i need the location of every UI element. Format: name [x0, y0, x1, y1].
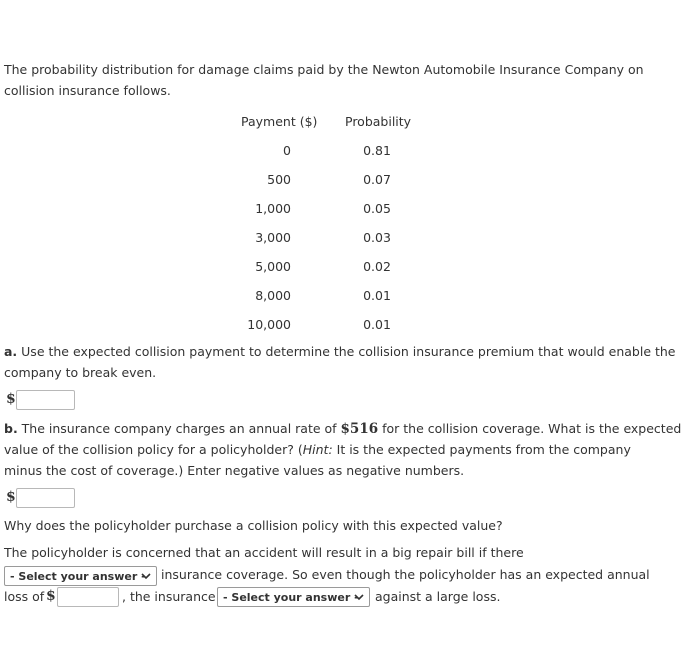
why-answer-line-1: The policyholder is concerned that an accident will result in a big repair bill if there — [4, 545, 524, 560]
hint-label: Hint: — [302, 442, 333, 457]
intro-text-line-2: collision insurance follows. — [4, 83, 171, 98]
why-answer-line-3-post: against a large loss. — [375, 589, 501, 604]
part-b-question-line-1 — [4, 420, 681, 438]
table-header-payment: Payment ($) — [241, 114, 318, 129]
part-c-currency-symbol: $ — [46, 588, 56, 604]
table-cell-payment: 8,000 — [255, 288, 291, 303]
part-b-line2-post: It is the expected payments from the company — [332, 442, 631, 457]
part-a-label: a. — [4, 344, 18, 359]
table-cell-payment: 5,000 — [255, 259, 291, 274]
part-a-currency-symbol: $ — [6, 391, 16, 407]
table-cell-probability: 0.07 — [363, 172, 391, 187]
table-cell-probability: 0.01 — [363, 317, 391, 332]
answer-select-1[interactable] — [4, 566, 157, 586]
expected-loss-input[interactable] — [57, 587, 119, 607]
table-cell-probability: 0.01 — [363, 288, 391, 303]
part-b-question-line-3: minus the cost of coverage.) Enter negative values as negative numbers. — [4, 463, 465, 478]
intro-text-line-1: The probability distribution for damage claims paid by the Newton Automobile Insurance Company on — [4, 62, 644, 77]
part-b-answer-input[interactable] — [16, 488, 75, 508]
table-header-probability: Probability — [345, 114, 412, 129]
answer-select-2-value: - Select your answer - — [223, 590, 359, 604]
table-cell-payment: 3,000 — [255, 230, 291, 245]
part-b-text-pre: The insurance company charges an annual rate of — [17, 421, 341, 436]
why-answer-line-3-mid: , the insurance — [122, 589, 216, 604]
part-b-currency-symbol: $ — [6, 489, 16, 505]
answer-select-1-value: - Select your answer - — [10, 569, 146, 583]
table-cell-probability: 0.03 — [363, 230, 391, 245]
chevron-down-icon — [141, 572, 151, 580]
part-b-question-line-2 — [4, 441, 631, 459]
answer-select-2[interactable] — [217, 587, 370, 607]
table-cell-probability: 0.81 — [363, 143, 391, 158]
annual-rate-value: $516 — [340, 421, 379, 437]
part-a-text: Use the expected collision payment to determine the collision insurance premium that would enable the — [17, 344, 676, 359]
part-b-line2-pre: value of the collision policy for a policyholder? ( — [4, 442, 303, 457]
table-cell-probability: 0.02 — [363, 259, 391, 274]
table-cell-payment: 1,000 — [255, 201, 291, 216]
table-cell-payment: 0 — [283, 143, 291, 158]
table-cell-probability: 0.05 — [363, 201, 391, 216]
why-answer-line-2: insurance coverage. So even though the policyholder has an expected annual — [161, 567, 650, 582]
table-cell-payment: 500 — [267, 172, 291, 187]
part-a-answer-input[interactable] — [16, 390, 75, 410]
part-a-question-line-1 — [4, 343, 676, 361]
part-b-label: b. — [4, 421, 18, 436]
why-answer-line-3-pre: loss of — [4, 589, 45, 604]
part-b-text-post: for the collision coverage. What is the expected — [378, 421, 681, 436]
chevron-down-icon — [354, 593, 364, 601]
part-a-question-line-2: company to break even. — [4, 365, 157, 380]
why-question: Why does the policyholder purchase a collision policy with this expected value? — [4, 518, 503, 533]
table-cell-payment: 10,000 — [247, 317, 291, 332]
